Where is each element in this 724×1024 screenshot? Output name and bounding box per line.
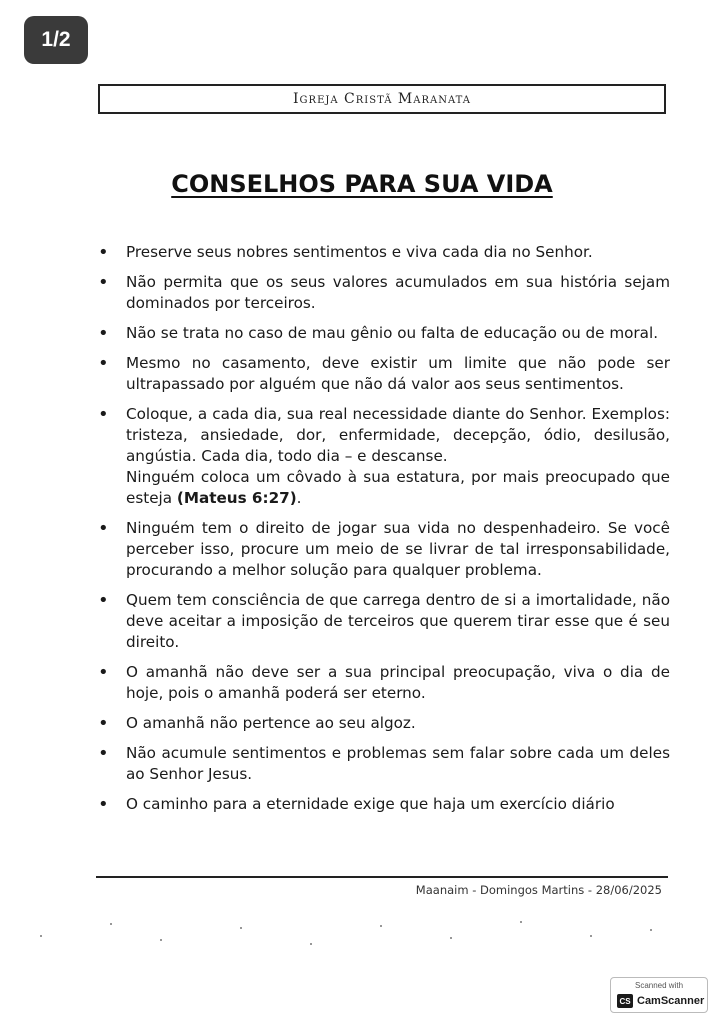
scanner-brand [617,994,704,1008]
noise-dot [380,925,382,927]
list-item [96,323,670,344]
noise-dot [160,939,162,941]
scan-noise [0,915,724,965]
item-continuation [126,467,670,509]
item-text: O amanhã não deve ser a sua principal preocupação, viva o dia de hoje, pois o amanhã poderá ser eterno. [126,663,670,702]
item-text: Quem tem consciência de que carrega dentro de si a imortalidade, não deve aceitar a imposição de terceiros que querem tirar esse que é seu direito. [126,591,670,651]
item-text: Preserve seus nobres sentimentos e viva cada dia no Senhor. [126,243,593,261]
item-text: Coloque, a cada dia, sua real necessidade diante do Senhor. Exemplos: tristeza, ansiedade, dor, enfermidade, decepção, ódio, desilusão, angústia. Cada dia, todo dia – e descanse. [126,405,670,465]
page-indicator: 1/2 [24,16,88,64]
noise-dot [240,927,242,929]
list-item [96,662,670,704]
noise-dot [520,921,522,923]
church-header [98,84,666,114]
noise-dot [110,923,112,925]
list-item [96,713,670,734]
list-item [96,272,670,314]
camscanner-logo-icon: CS [617,994,633,1008]
noise-dot [450,937,452,939]
list-item [96,518,670,581]
item-text: Não se trata no caso de mau gênio ou falta de educação ou de moral. [126,324,659,342]
noise-dot [650,929,652,931]
camscanner-name: CamScanner [637,995,705,1007]
period: . [296,489,302,507]
item-text: O amanhã não pertence ao seu algoz. [126,714,416,732]
list-item [96,590,670,653]
bible-reference: (Mateus 6:27) [176,489,297,507]
item-text: Não permita que os seus valores acumulados em sua história sejam dominados por terceiros. [126,273,670,312]
church-name: Igreja Cristã Maranata [293,91,471,107]
advice-list [96,242,670,824]
noise-dot [590,935,592,937]
continuation-text: Ninguém coloca um côvado à sua estatura, por mais preocupado que esteja [126,468,670,507]
list-item [96,404,670,509]
list-item [96,353,670,395]
list-item [96,743,670,785]
noise-dot [40,935,42,937]
footer-divider [96,876,668,878]
scanned-with-label: Scanned with [634,981,684,990]
item-text: Não acumule sentimentos e problemas sem falar sobre cada um deles ao Senhor Jesus. [126,744,670,783]
item-text: Mesmo no casamento, deve existir um limite que não pode ser ultrapassado por alguém que não dá valor aos seus sentimentos. [126,354,670,393]
item-text: O caminho para a eternidade exige que haja um exercício diário [126,795,615,813]
camscanner-watermark [610,977,708,1013]
noise-dot [310,943,312,945]
document-title: CONSELHOS PARA SUA VIDA [171,170,553,198]
footer-text: Maanaim - Domingos Martins - 28/06/2025 [415,883,662,897]
item-text: Ninguém tem o direito de jogar sua vida no despenhadeiro. Se você perceber isso, procure um meio de se livrar de tal irresponsabilidade, procurando a melhor solução para qualquer problema. [126,519,670,579]
list-item [96,794,670,815]
list-item [96,242,670,263]
